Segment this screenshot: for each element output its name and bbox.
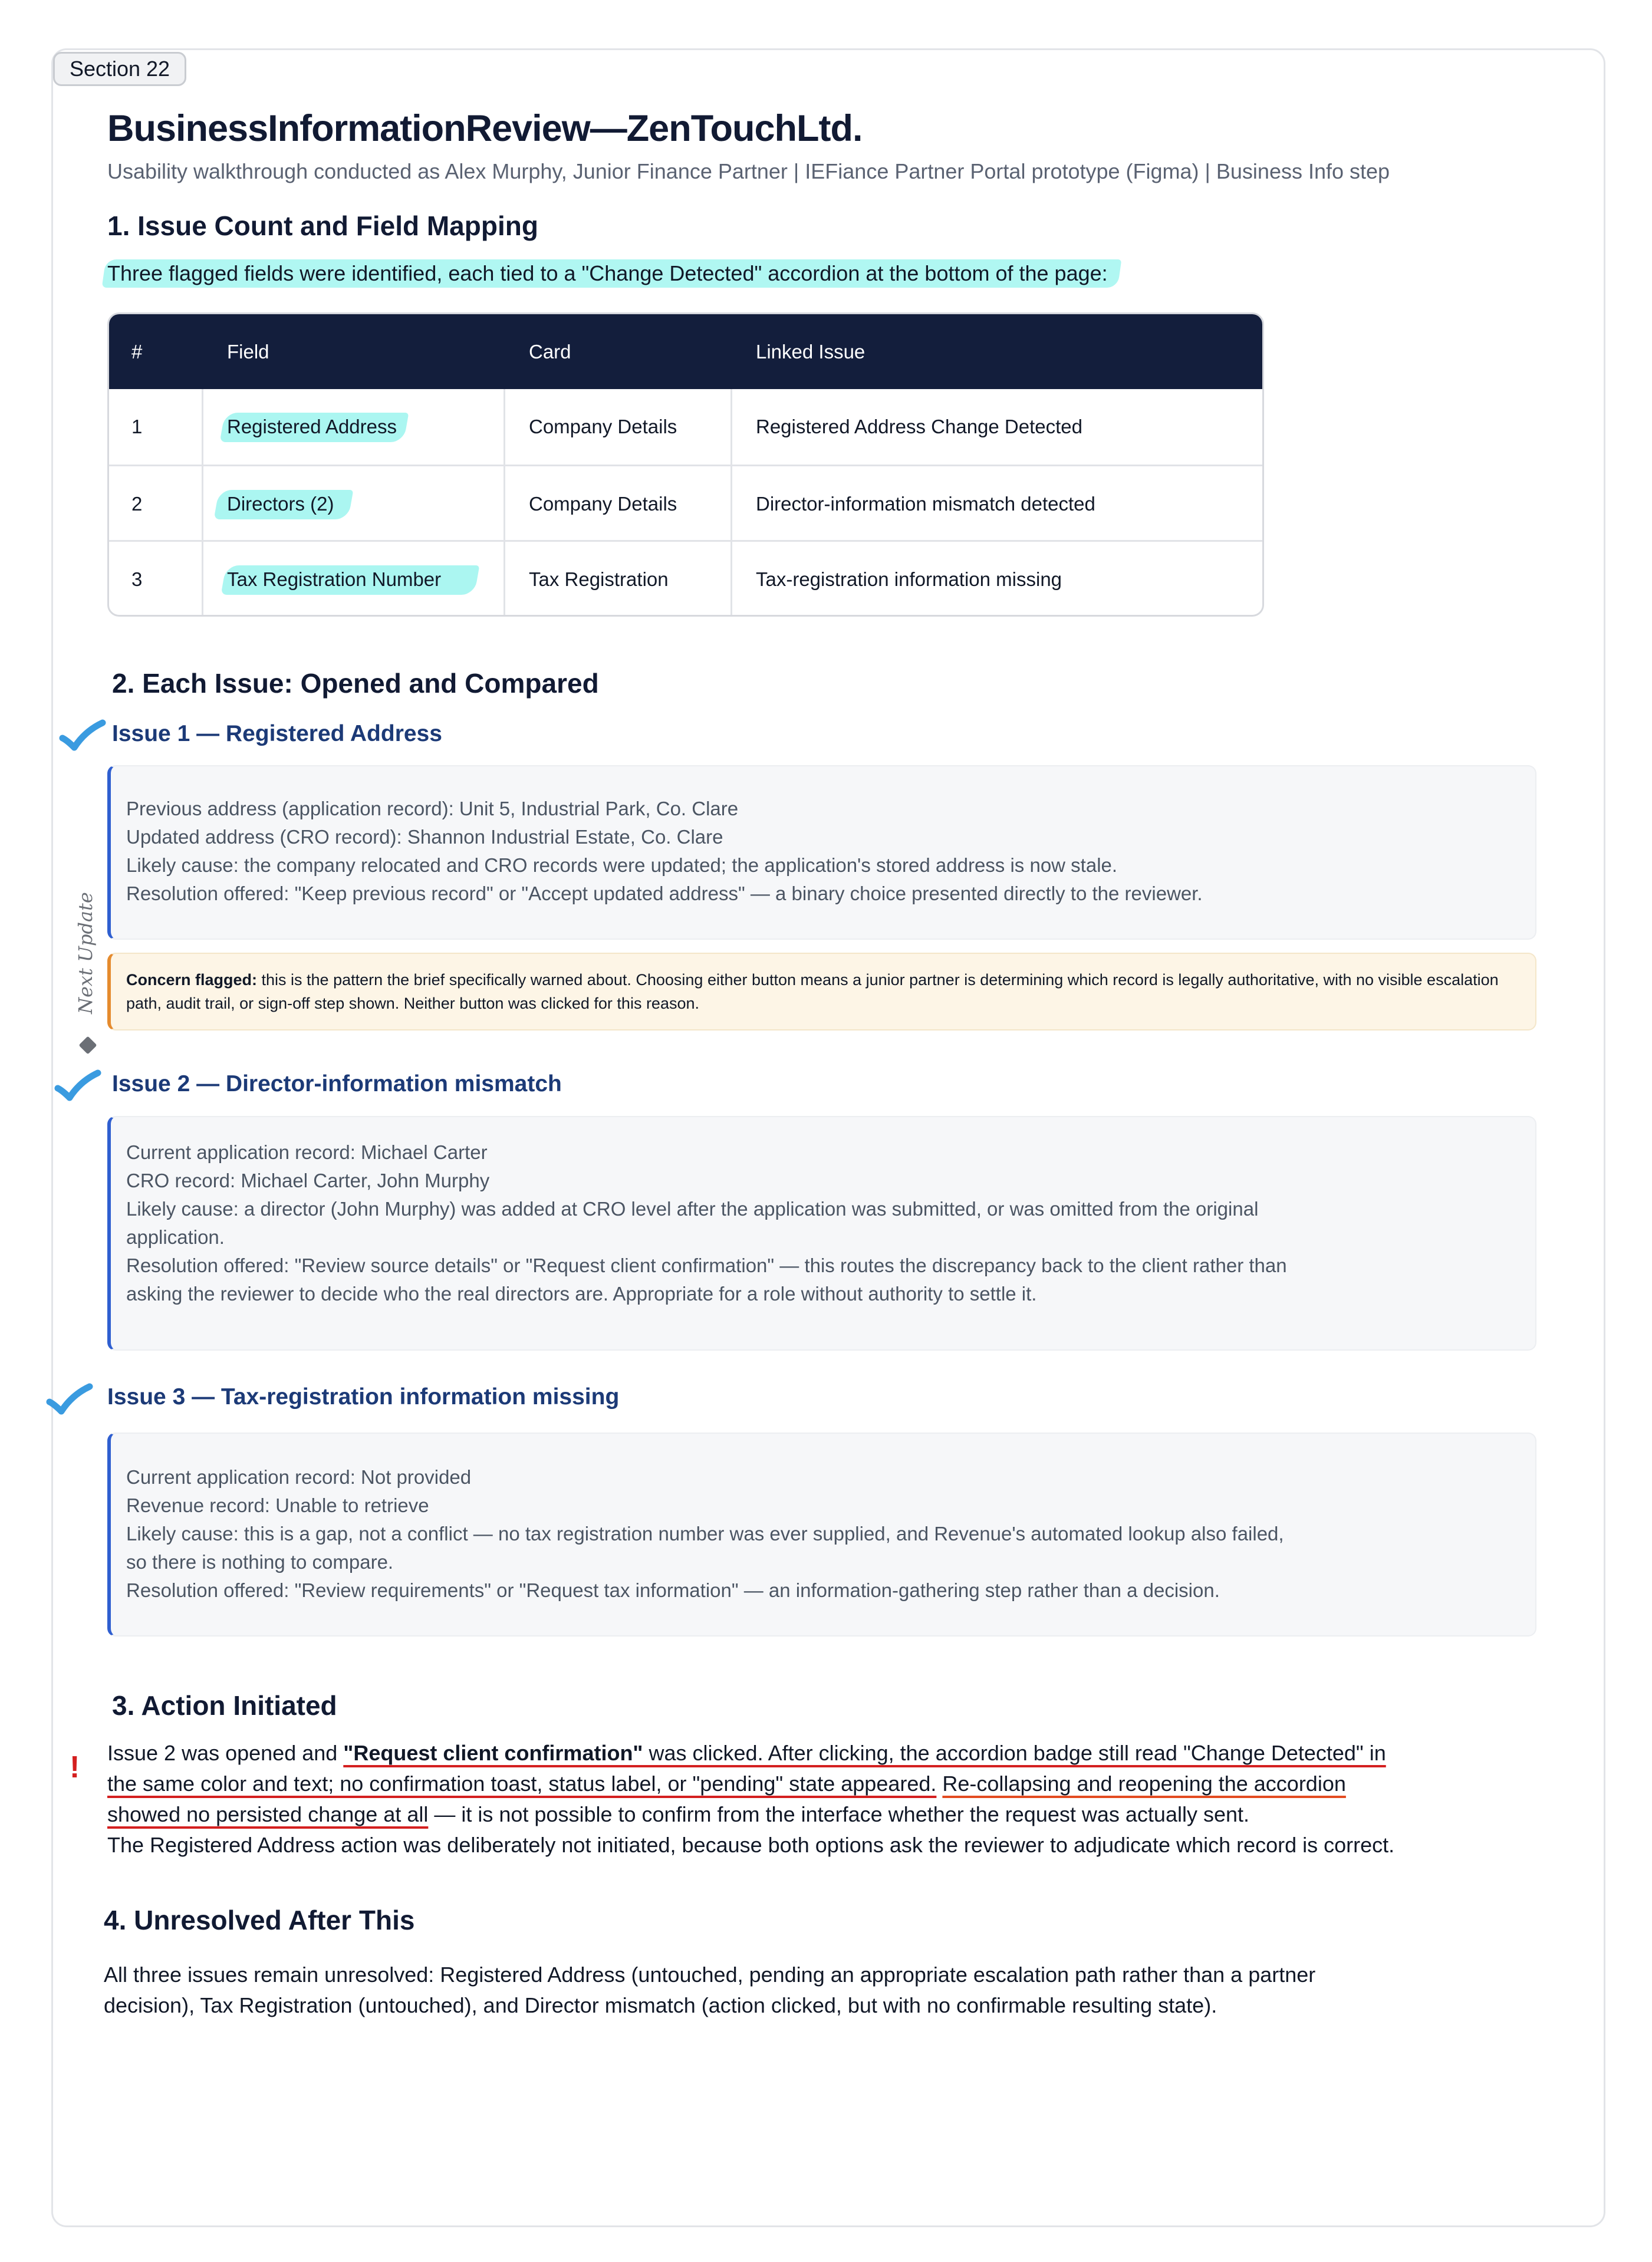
concern-label: Concern flagged: xyxy=(126,971,258,989)
row-num: 1 xyxy=(131,416,143,437)
field-mapping-table xyxy=(107,312,1264,617)
issue-3-card xyxy=(107,1433,1536,1637)
table-row xyxy=(109,389,1262,465)
page-subtitle: Usability walkthrough conducted as Alex Murphy, Junior Finance Partner | IEFiance Partner Portal prototype (Figma) | Business Info step xyxy=(107,159,1390,183)
col-header-card: Card xyxy=(529,341,571,363)
check-mark-icon xyxy=(46,1382,93,1417)
section-tag: Section 22 xyxy=(53,52,186,86)
issue-3-line: Revenue record: Unable to retrieve xyxy=(126,1494,429,1516)
exclamation-icon: ! xyxy=(70,1750,80,1784)
issue-1-card xyxy=(107,765,1536,940)
row-field: Directors (2) xyxy=(227,493,334,515)
issue-3-line: Current application record: Not provided xyxy=(126,1466,472,1488)
section-4-heading: 4. Unresolved After This xyxy=(104,1905,415,1935)
table-header xyxy=(109,314,1262,389)
section-1-intro: Three flagged fields were identified, each tied to a "Change Detected" accordion at the bottom of the page: xyxy=(107,258,1108,289)
issue-2-card xyxy=(107,1116,1536,1351)
issue-2-line: Resolution offered: "Review source details" or "Request client confirmation" — this routes the discrepancy back to the client rather than xyxy=(126,1255,1287,1276)
issue-2-line: CRO record: Michael Carter, John Murphy xyxy=(126,1170,490,1191)
section-3-paragraph: Issue 2 was opened and "Request client confirmation" was clicked. After clicking, the accordion badge still read "Change Detected" in the same color and text; no confirmation toast, status label, or "pending" state appeared. Re-collapsing and reopening the accordion showed no persisted change at all — it is not possible to confirm from the interface whether the request was actually sent. The Registered Address action was deliberately not initiated, because both options ask the reviewer to adjudicate which record is correct. xyxy=(107,1741,1395,1857)
issue-3-line: Resolution offered: "Review requirements" or "Request tax information" — an information-gathering step rather than a decision. xyxy=(126,1579,1220,1601)
margin-note-next-update: Next Update xyxy=(74,892,97,1014)
issue-1-line: Updated address (CRO record): Shannon Industrial Estate, Co. Clare xyxy=(126,826,723,848)
row-issue: Director-information mismatch detected xyxy=(756,493,1095,515)
row-num: 3 xyxy=(131,568,143,590)
col-header-issue: Linked Issue xyxy=(756,341,866,363)
request-client-confirmation-label: "Request client confirmation" xyxy=(343,1741,643,1765)
section-3-heading: 3. Action Initiated xyxy=(112,1690,337,1721)
row-card: Tax Registration xyxy=(529,568,669,590)
concern-text: this is the pattern the brief specifically warned about. Choosing either button means a junior partner is determining which record is legally authoritative, with no visible escalation path, audit trail, or sign-off step shown. Neither button was clicked for this reason. xyxy=(126,971,1499,1012)
row-num: 2 xyxy=(131,493,143,515)
table-row xyxy=(109,465,1262,542)
row-card: Company Details xyxy=(529,493,677,515)
check-mark-icon xyxy=(54,1068,101,1104)
section-1-heading: 1. Issue Count and Field Mapping xyxy=(107,210,538,241)
issue-1-line: Previous address (application record): Unit 5, Industrial Park, Co. Clare xyxy=(126,798,739,819)
issue-2-line: application. xyxy=(126,1226,225,1248)
issue-1-heading: Issue 1 — Registered Address xyxy=(112,721,442,746)
issue-3-line: so there is nothing to compare. xyxy=(126,1551,394,1573)
issue-2-line: Likely cause: a director (John Murphy) was added at CRO level after the application was submitted, or was omitted from the original xyxy=(126,1198,1259,1220)
col-header-field: Field xyxy=(227,341,269,363)
row-card: Company Details xyxy=(529,416,677,437)
section-4-paragraph: All three issues remain unresolved: Registered Address (untouched, pending an appropriate escalation path rather than a partner decision), Tax Registration (untouched), and Director mismatch (action clicked, but with no confirmable resulting state). xyxy=(104,1963,1316,2017)
issue-1-line: Resolution offered: "Keep previous record" or "Accept updated address" — a binary choice presented directly to the reviewer. xyxy=(126,883,1203,904)
issue-3-heading: Issue 3 — Tax-registration information missing xyxy=(107,1384,620,1410)
row-field: Registered Address xyxy=(227,416,397,437)
row-issue: Tax-registration information missing xyxy=(756,568,1062,590)
check-mark-icon xyxy=(59,718,106,753)
issue-2-line: Current application record: Michael Carter xyxy=(126,1141,488,1163)
section-2-heading: 2. Each Issue: Opened and Compared xyxy=(112,668,599,699)
row-issue: Registered Address Change Detected xyxy=(756,416,1083,437)
issue-2-heading: Issue 2 — Director-information mismatch xyxy=(112,1071,562,1097)
issue-3-line: Likely cause: this is a gap, not a conflict — no tax registration number was ever supplied, and Revenue's automated lookup also failed, xyxy=(126,1523,1284,1545)
issue-2-line: asking the reviewer to decide who the real directors are. Appropriate for a role without authority to settle it. xyxy=(126,1283,1037,1305)
row-field: Tax Registration Number xyxy=(227,568,442,590)
table-row xyxy=(109,540,1262,617)
page-title: BusinessInformationReview—ZenTouchLtd. xyxy=(107,108,863,149)
col-header-num: # xyxy=(131,341,143,363)
concern-callout xyxy=(107,953,1536,1030)
issue-1-line: Likely cause: the company relocated and CRO records were updated; the application's stored address is now stale. xyxy=(126,854,1118,876)
